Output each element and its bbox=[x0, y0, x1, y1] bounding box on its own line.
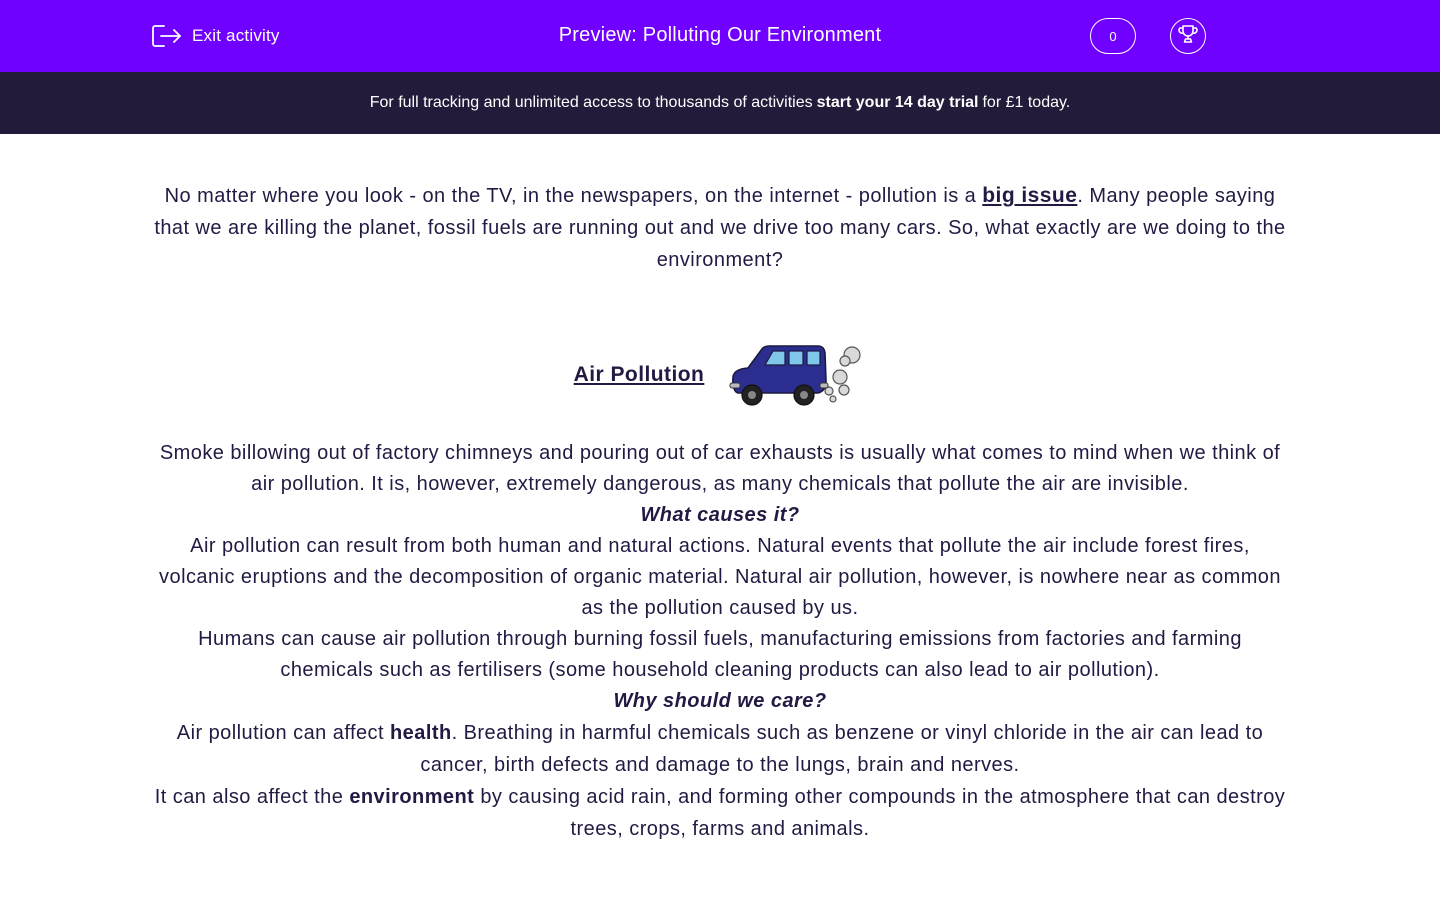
care-paragraph-1 bbox=[150, 717, 1290, 781]
top-bar bbox=[0, 0, 1440, 72]
section-heading-row bbox=[150, 338, 1290, 410]
care-p2-text-cont: by causing acid rain, and forming other compounds in the atmosphere that can destroy trees, crops, farms and animals. bbox=[480, 786, 1286, 840]
trial-banner bbox=[0, 72, 1440, 134]
care-p1-text: Air pollution can affect bbox=[176, 722, 384, 744]
trial-banner-text: For full tracking and unlimited access to thousands of activities bbox=[369, 94, 813, 111]
section-heading: Air Pollution bbox=[573, 362, 705, 386]
care-heading: Why should we care? bbox=[613, 690, 827, 712]
trial-banner-link[interactable]: start your 14 day trial bbox=[816, 94, 979, 111]
trophy-button[interactable] bbox=[1170, 18, 1206, 54]
care-p2-text: It can also affect the bbox=[154, 786, 344, 808]
care-p1-text-cont: . Breathing in harmful chemicals such as benzene or vinyl chloride in the air can lead to cancer, birth defects and damage to the lungs, brain and nerves. bbox=[420, 722, 1264, 776]
trophy-icon bbox=[1176, 22, 1200, 51]
causes-paragraph-2: Humans can cause air pollution through burning fossil fuels, manufacturing emissions from factories and farming chemicals such as fertilisers (some household cleaning products can also lead to air pollution). bbox=[198, 628, 1242, 681]
car-exhaust-icon bbox=[728, 341, 866, 407]
intro-paragraph bbox=[150, 180, 1290, 276]
activity-content bbox=[150, 180, 1290, 845]
big-issue-link[interactable]: big issue bbox=[982, 184, 1078, 207]
page-title: Preview: Polluting Our Environment bbox=[558, 24, 882, 46]
care-p2-bold: environment bbox=[349, 786, 475, 808]
causes-heading: What causes it? bbox=[640, 504, 800, 526]
section-description: Smoke billowing out of factory chimneys and pouring out of car exhausts is usually what comes to mind when we think of air pollution. It is, however, extremely dangerous, as many chemicals that pollute the air are invisible. bbox=[159, 442, 1281, 495]
care-paragraph-2 bbox=[150, 781, 1290, 845]
score-badge: 0 bbox=[1090, 18, 1136, 54]
care-p1-bold: health bbox=[390, 722, 452, 744]
intro-text-cont: . Many people saying that we are killing the planet, fossil fuels are running out and we drive too many cars. So, what exactly are we doing to the environment? bbox=[154, 185, 1286, 271]
exit-activity-label: Exit activity bbox=[192, 26, 280, 45]
causes-paragraph-1: Air pollution can result from both human and natural actions. Natural events that pollute the air include forest fires, volcanic eruptions and the decomposition of organic material. Natural air pollution, however, is nowhere near as common as the pollution caused by us. bbox=[159, 535, 1281, 619]
intro-text: No matter where you look - on the TV, in the newspapers, on the internet - pollution is a bbox=[164, 185, 977, 207]
trial-banner-price: for £1 today. bbox=[982, 94, 1071, 111]
